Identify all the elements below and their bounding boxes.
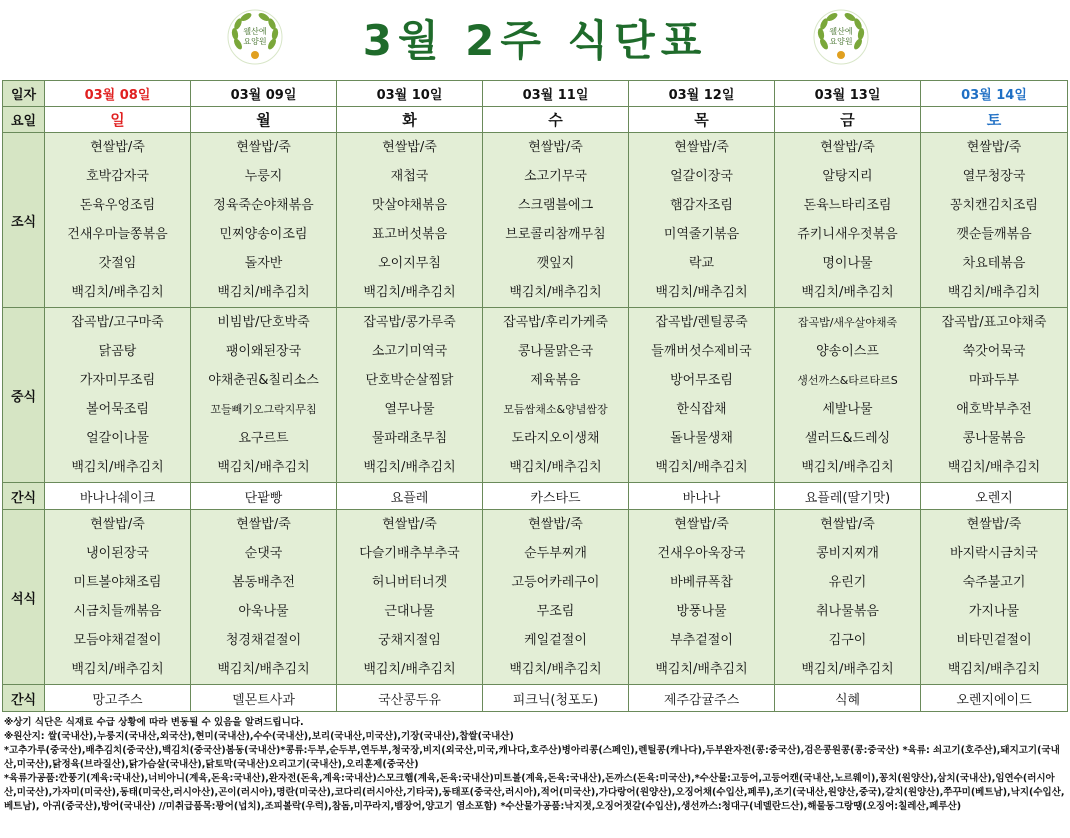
menu-item: 현쌀밥/죽 bbox=[966, 517, 1022, 532]
snack-cell: 망고주스 bbox=[45, 685, 191, 712]
menu-item: 얼갈이장국 bbox=[670, 169, 733, 184]
row-label-breakfast: 조식 bbox=[3, 133, 45, 308]
menu-item: 근대나물 bbox=[384, 604, 435, 619]
menu-item: 소고기미역국 bbox=[371, 344, 448, 359]
menu-item: 백김치/배추김치 bbox=[947, 285, 1041, 300]
menu-item: 생선까스&타르타르S bbox=[797, 374, 898, 387]
menu-item: 쑥갓어묵국 bbox=[962, 344, 1026, 359]
svg-text:웰산에: 웰산에 bbox=[829, 27, 853, 36]
menu-item: 콩나물맑은국 bbox=[517, 344, 594, 359]
menu-item: 애호박부추전 bbox=[956, 402, 1032, 417]
snack-cell: 피크닉(청포도) bbox=[483, 685, 629, 712]
page-title: 3월 2주 식단표 bbox=[362, 16, 708, 65]
menu-item: 오이지무침 bbox=[378, 256, 441, 271]
menu-item: 샐러드&드레싱 bbox=[804, 431, 891, 446]
lunch-cell bbox=[45, 308, 191, 483]
dinner-cell bbox=[921, 510, 1068, 685]
menu-item: 김구이 bbox=[828, 633, 867, 648]
breakfast-row bbox=[3, 133, 1068, 308]
menu-item: 무조림 bbox=[536, 604, 575, 619]
snack-cell: 단팥빵 bbox=[191, 483, 337, 510]
menu-item: 백김치/배추김치 bbox=[71, 285, 164, 300]
weekday-cell: 목 bbox=[629, 107, 775, 133]
menu-item: 현쌀밥/죽 bbox=[820, 140, 875, 155]
snack-cell: 제주감귤주스 bbox=[629, 685, 775, 712]
snack-cell: 식혜 bbox=[775, 685, 921, 712]
menu-item: 현쌀밥/죽 bbox=[820, 517, 875, 532]
menu-item: 냉이된장국 bbox=[86, 546, 149, 561]
weekday-row bbox=[3, 107, 1068, 133]
menu-item: 소고기무국 bbox=[524, 169, 587, 184]
menu-item: 표고버섯볶음 bbox=[371, 227, 448, 242]
menu-item: 갓절임 bbox=[98, 256, 137, 271]
menu-item: 건새우아욱장국 bbox=[657, 546, 746, 561]
row-label-dinner: 석식 bbox=[3, 510, 45, 685]
menu-item: 케일겉절이 bbox=[524, 633, 587, 648]
menu-item: 양송이스프 bbox=[816, 344, 879, 359]
menu-item: 가자미무조림 bbox=[79, 373, 156, 388]
snack2-row bbox=[3, 685, 1068, 712]
logo-right bbox=[812, 8, 870, 66]
breakfast-cell bbox=[921, 133, 1068, 308]
menu-item: 백김치/배추김치 bbox=[801, 285, 894, 300]
lunch-cell bbox=[921, 308, 1068, 483]
menu-item: 돌자반 bbox=[244, 256, 283, 271]
row-label-weekday: 요일 bbox=[3, 107, 45, 133]
menu-item: 락교 bbox=[688, 256, 715, 271]
menu-item: 팽이왜된장국 bbox=[225, 344, 302, 359]
header bbox=[0, 0, 1070, 82]
breakfast-cell bbox=[775, 133, 921, 308]
breakfast-cell bbox=[629, 133, 775, 308]
menu-item: 잡곡밥/후리가케죽 bbox=[503, 315, 608, 330]
menu-item: 현쌀밥/죽 bbox=[382, 140, 437, 155]
menu-item: 미트볼야채조림 bbox=[73, 575, 162, 590]
menu-item: 잡곡밥/고구마죽 bbox=[71, 315, 164, 330]
breakfast-cell bbox=[45, 133, 191, 308]
weekday-cell: 토 bbox=[921, 107, 1068, 133]
row-label-date: 일자 bbox=[3, 81, 45, 107]
note-line: *육류가공품:깐풍기(계육:국내산),너비아니(계육,돈육:국내산),완자전(돈육,계육:국내산)스모크햄(계육,돈육:국내산)미트볼(계육,돈육:국내산),돈까스(돈육:미국산),*수산물:고등어,고등어캔(국내산,노르웨이),꽁치(원양산),삼치(국내산),임연수(러시아산,미국산),가자미(미국산),동태(미국산,러시아산),곤이(러시아),명란(미국산),코다리(러시아산,기타국),동태포(중국산,러시아),적어(미국산),가다랑어(원양산),오징어채(수입산,페루),조기(국내산,원양산,중국),갈치(원양산),쭈꾸미(베트남),낙지(수입산,베트남), 아귀(중국산),방어(국내산) //미취급품목:꽝어(넙치),조피볼락(우럭),참돔,미꾸라지,뱀장어,양고기 염소포함) *수산물가공품:낙지젓,오징어젓갈(수입산),생선까스:청대구(네델란드산),해물동그랑땡(오징어:칠레산,페루산) bbox=[4, 773, 1065, 812]
row-label-snack2: 간식 bbox=[3, 685, 45, 712]
menu-item: 햄감자조림 bbox=[670, 198, 733, 213]
menu-item: 고등어카레구이 bbox=[511, 575, 600, 590]
menu-item: 백김치/배추김치 bbox=[71, 662, 164, 677]
snack-cell: 오렌지 bbox=[921, 483, 1068, 510]
svg-text:요양원: 요양원 bbox=[243, 37, 267, 46]
menu-item: 숙주불고기 bbox=[962, 575, 1026, 590]
menu-item: 백김치/배추김치 bbox=[217, 662, 310, 677]
menu-item: 쥬키니새우젓볶음 bbox=[797, 227, 898, 242]
lunch-cell bbox=[775, 308, 921, 483]
snack-cell: 요플레(딸기맛) bbox=[775, 483, 921, 510]
snack-cell: 델몬트사과 bbox=[191, 685, 337, 712]
menu-item: 부추겉절이 bbox=[670, 633, 733, 648]
note-line: ※상기 식단은 식재료 수급 상황에 따라 변동될 수 있음을 알려드립니다. bbox=[4, 717, 304, 728]
menu-item: 모듬야채겉절이 bbox=[73, 633, 162, 648]
menu-item: 현쌀밥/죽 bbox=[674, 140, 729, 155]
menu-item: 백김치/배추김치 bbox=[509, 285, 602, 300]
snack-cell: 카스타드 bbox=[483, 483, 629, 510]
date-cell: 03월 12일 bbox=[629, 81, 775, 107]
date-cell: 03월 08일 bbox=[45, 81, 191, 107]
menu-item: 호박감자국 bbox=[86, 169, 149, 184]
menu-item: 맛살야채볶음 bbox=[371, 198, 448, 213]
lunch-cell bbox=[337, 308, 483, 483]
menu-item: 잡곡밥/새우살야채죽 bbox=[797, 316, 898, 329]
date-cell: 03월 11일 bbox=[483, 81, 629, 107]
menu-item: 취나물볶음 bbox=[816, 604, 879, 619]
menu-item: 백김치/배추김치 bbox=[509, 662, 602, 677]
menu-item: 차요테볶음 bbox=[962, 256, 1026, 271]
menu-item: 백김치/배추김치 bbox=[655, 285, 748, 300]
menu-item: 백김치/배추김치 bbox=[801, 662, 894, 677]
menu-item: 단호박순살찜닭 bbox=[365, 373, 454, 388]
menu-item: 정육죽순야채볶음 bbox=[213, 198, 314, 213]
menu-item: 비타민겉절이 bbox=[956, 633, 1032, 648]
menu-item: 순두부찌개 bbox=[524, 546, 587, 561]
menu-item: 바지락시금치국 bbox=[950, 546, 1038, 561]
date-cell: 03월 09일 bbox=[191, 81, 337, 107]
lunch-cell bbox=[629, 308, 775, 483]
menu-item: 아욱나물 bbox=[238, 604, 289, 619]
menu-item: 현쌀밥/죽 bbox=[966, 140, 1022, 155]
lunch-cell bbox=[483, 308, 629, 483]
menu-item: 백김치/배추김치 bbox=[509, 460, 602, 475]
menu-item: 스크램블에그 bbox=[517, 198, 594, 213]
menu-item: 돈육느타리조림 bbox=[803, 198, 892, 213]
menu-item: 현쌀밥/죽 bbox=[236, 140, 291, 155]
menu-table bbox=[2, 80, 1068, 712]
menu-item: 백김치/배추김치 bbox=[217, 460, 310, 475]
weekday-cell: 화 bbox=[337, 107, 483, 133]
menu-item: 요구르트 bbox=[238, 431, 289, 446]
menu-item: 누룽지 bbox=[244, 169, 283, 184]
date-cell: 03월 10일 bbox=[337, 81, 483, 107]
menu-item: 가지나물 bbox=[968, 604, 1020, 619]
menu-item: 현쌀밥/죽 bbox=[528, 140, 583, 155]
menu-item: 도라지오이생채 bbox=[511, 431, 600, 446]
menu-item: 물파래초무침 bbox=[371, 431, 448, 446]
dinner-cell bbox=[191, 510, 337, 685]
dinner-row bbox=[3, 510, 1068, 685]
menu-item: 모듬쌈채소&양념쌈장 bbox=[503, 403, 608, 416]
menu-item: 궁채지절임 bbox=[378, 633, 441, 648]
breakfast-cell bbox=[191, 133, 337, 308]
menu-item: 세발나물 bbox=[822, 402, 873, 417]
menu-item: 잡곡밥/표고야채죽 bbox=[941, 315, 1047, 330]
menu-item: 야채춘권&칠리소스 bbox=[208, 373, 319, 388]
lunch-cell bbox=[191, 308, 337, 483]
dinner-cell bbox=[629, 510, 775, 685]
menu-item: 알탕지리 bbox=[822, 169, 873, 184]
menu-item: 콩나물볶음 bbox=[962, 431, 1026, 446]
menu-item: 순댓국 bbox=[244, 546, 283, 561]
menu-item: 비빔밥/단호박죽 bbox=[217, 315, 310, 330]
menu-item: 제육볶음 bbox=[530, 373, 581, 388]
menu-item: 현쌀밥/죽 bbox=[528, 517, 583, 532]
menu-item: 백김치/배추김치 bbox=[363, 460, 456, 475]
menu-item: 유린기 bbox=[828, 575, 867, 590]
snack-cell: 오렌지에이드 bbox=[921, 685, 1068, 712]
note-line: ※원산지: 쌀(국내산),누룽지(국내산,외국산),현미(국내산),수수(국내산),보리(국내산,미국산),기장(국내산),찹쌀(국내산) bbox=[4, 731, 514, 742]
menu-item: 백김치/배추김치 bbox=[947, 460, 1041, 475]
menu-item: 방어무조림 bbox=[670, 373, 733, 388]
date-cell: 03월 13일 bbox=[775, 81, 921, 107]
menu-item: 꽁치캔김치조림 bbox=[950, 198, 1038, 213]
menu-item: 닭곰탕 bbox=[98, 344, 137, 359]
menu-item: 건새우마늘쫑볶음 bbox=[67, 227, 168, 242]
menu-item: 백김치/배추김치 bbox=[655, 460, 748, 475]
menu-item: 백김치/배추김치 bbox=[801, 460, 894, 475]
menu-item: 현쌀밥/죽 bbox=[236, 517, 291, 532]
menu-item: 잡곡밥/렌틸콩죽 bbox=[655, 315, 748, 330]
menu-item: 깻잎지 bbox=[536, 256, 575, 271]
breakfast-cell bbox=[483, 133, 629, 308]
date-cell: 03월 14일 bbox=[921, 81, 1068, 107]
menu-item: 명이나물 bbox=[822, 256, 873, 271]
weekday-cell: 금 bbox=[775, 107, 921, 133]
menu-item: 볼어묵조림 bbox=[86, 402, 149, 417]
menu-item: 봄동배추전 bbox=[232, 575, 295, 590]
menu-item: 현쌀밥/죽 bbox=[382, 517, 437, 532]
breakfast-cell bbox=[337, 133, 483, 308]
date-row bbox=[3, 81, 1068, 107]
row-label-snack1: 간식 bbox=[3, 483, 45, 510]
weekday-cell: 월 bbox=[191, 107, 337, 133]
dinner-cell bbox=[775, 510, 921, 685]
menu-item: 시금치들깨볶음 bbox=[73, 604, 162, 619]
menu-item: 방풍나물 bbox=[676, 604, 727, 619]
dinner-cell bbox=[337, 510, 483, 685]
menu-item: 백김치/배추김치 bbox=[363, 662, 456, 677]
svg-text:요양원: 요양원 bbox=[829, 37, 853, 46]
menu-item: 돈육우엉조림 bbox=[79, 198, 156, 213]
dinner-cell bbox=[483, 510, 629, 685]
menu-item: 현쌀밥/죽 bbox=[90, 517, 145, 532]
menu-item: 들깨버섯수제비국 bbox=[651, 344, 752, 359]
dinner-cell bbox=[45, 510, 191, 685]
menu-item: 얼갈이나물 bbox=[86, 431, 149, 446]
snack1-row bbox=[3, 483, 1068, 510]
row-label-lunch: 중식 bbox=[3, 308, 45, 483]
snack-cell: 바나나쉐이크 bbox=[45, 483, 191, 510]
note-line: *고추가루(중국산),배추김치(중국산),백김치(중국산)봄동(국내산)*콩류:두부,순두부,연두부,청국장,비지(외국산,미국,캐나다,호주산)병아리콩(스페인),렌틸콩(캐나다),두부완자전(콩:중국산),검은콩원콩(콩:중국산) *육류: 쇠고기(호주산),돼지고기(국내산,미국산),닭정육(브라질산),닭가슴살(국내산),닭토막(국내산)오리고기(국내산),오리훈제(중국산) bbox=[4, 745, 1060, 770]
lunch-row bbox=[3, 308, 1068, 483]
menu-item: 돌나물생채 bbox=[670, 431, 733, 446]
menu-item: 현쌀밥/죽 bbox=[90, 140, 145, 155]
menu-item: 잡곡밥/콩가루죽 bbox=[363, 315, 456, 330]
menu-item: 백김치/배추김치 bbox=[947, 662, 1041, 677]
svg-text:웰산에: 웰산에 bbox=[243, 27, 267, 36]
weekday-cell: 일 bbox=[45, 107, 191, 133]
weekday-cell: 수 bbox=[483, 107, 629, 133]
menu-item: 현쌀밥/죽 bbox=[674, 517, 729, 532]
menu-item: 재첩국 bbox=[390, 169, 429, 184]
snack-cell: 바나나 bbox=[629, 483, 775, 510]
menu-item: 청경채겉절이 bbox=[225, 633, 302, 648]
menu-item: 마파두부 bbox=[968, 373, 1020, 388]
notes bbox=[4, 716, 1066, 814]
menu-item: 콩비지찌개 bbox=[816, 546, 879, 561]
menu-item: 다슬기배추부추국 bbox=[359, 546, 460, 561]
menu-item: 열무청장국 bbox=[962, 169, 1026, 184]
menu-item: 민찌양송이조림 bbox=[219, 227, 308, 242]
menu-item: 바베큐폭찹 bbox=[670, 575, 733, 590]
menu-item: 백김치/배추김치 bbox=[655, 662, 748, 677]
menu-item: 백김치/배추김치 bbox=[363, 285, 456, 300]
snack-cell: 국산콩두유 bbox=[337, 685, 483, 712]
menu-item: 미역줄기볶음 bbox=[663, 227, 740, 242]
menu-item: 브로콜리참깨무침 bbox=[505, 227, 606, 242]
menu-item: 백김치/배추김치 bbox=[217, 285, 310, 300]
menu-item: 한식잡채 bbox=[676, 402, 727, 417]
menu-item: 허니버터너겟 bbox=[371, 575, 448, 590]
snack-cell: 요플레 bbox=[337, 483, 483, 510]
menu-item: 열무나물 bbox=[384, 402, 435, 417]
menu-item: 백김치/배추김치 bbox=[71, 460, 164, 475]
menu-item: 깻순들깨볶음 bbox=[956, 227, 1032, 242]
menu-item: 꼬들빼기오그락지무침 bbox=[210, 403, 317, 416]
